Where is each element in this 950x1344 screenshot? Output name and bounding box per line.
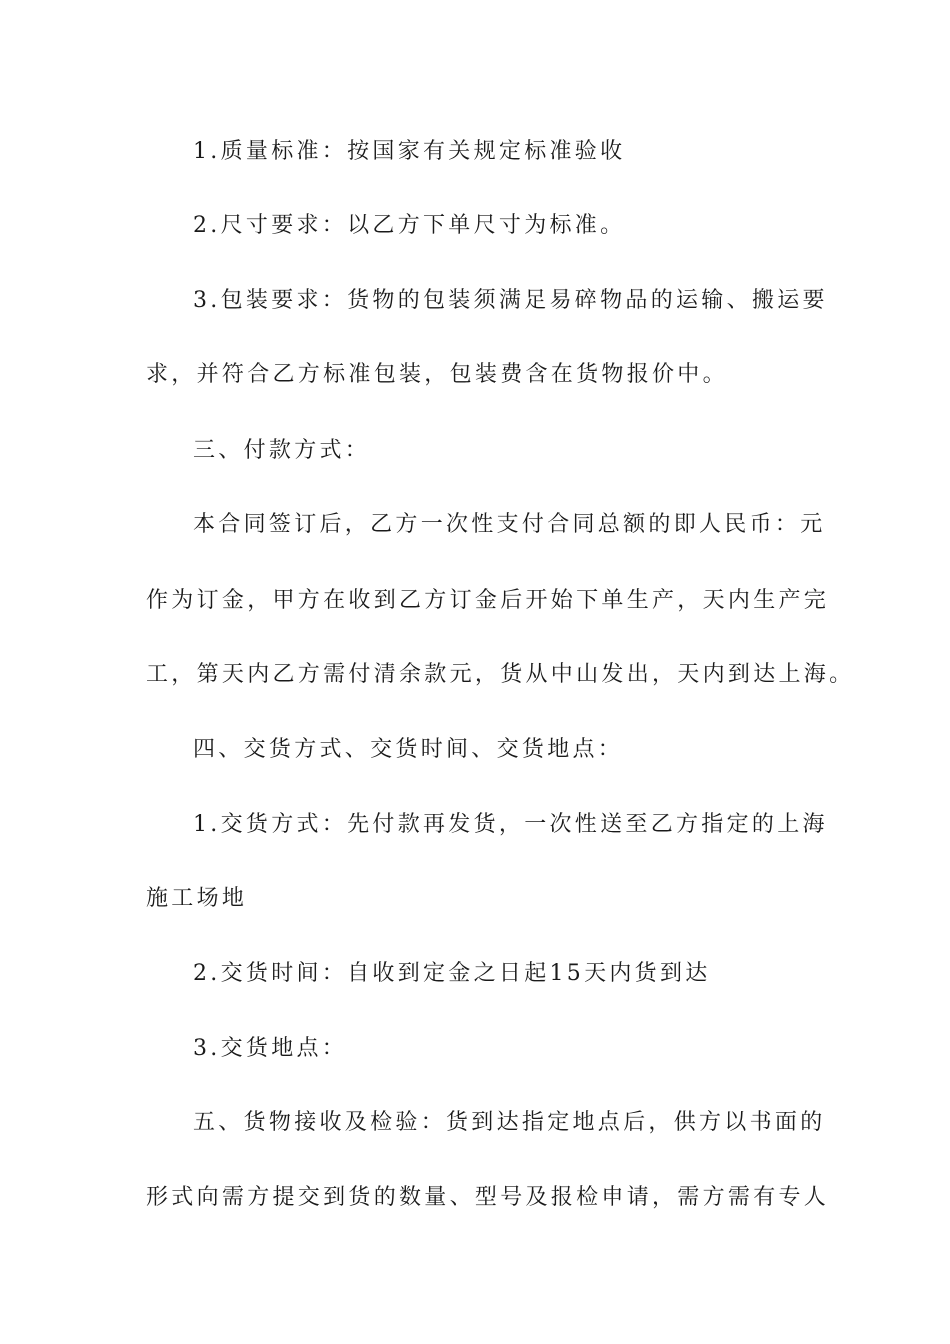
delivery-time-line: 2.交货时间：自收到定金之日起15天内货到达	[193, 961, 711, 986]
inspection-heading-line: 五、货物接收及检验：货到达指定地点后，供方以书面的	[193, 1110, 826, 1135]
delivery-method-line: 1.交货方式：先付款再发货，一次性送至乙方指定的上海	[193, 812, 828, 837]
payment-paragraph-line-2: 作为订金，甲方在收到乙方订金后开始下单生产，天内生产完	[146, 588, 830, 613]
quality-standard-line: 1.质量标准：按国家有关规定标准验收	[193, 139, 626, 164]
payment-method-heading: 三、付款方式：	[193, 438, 371, 463]
payment-paragraph-line-3: 工，第天内乙方需付清余款元，货从中山发出，天内到达上海。	[146, 662, 855, 687]
delivery-method-continuation: 施工场地	[146, 886, 248, 911]
delivery-heading: 四、交货方式、交货时间、交货地点：	[193, 737, 624, 762]
payment-paragraph-line-1: 本合同签订后，乙方一次性支付合同总额的即人民币：元	[193, 512, 826, 537]
size-requirement-line: 2.尺寸要求：以乙方下单尺寸为标准。	[193, 213, 626, 238]
inspection-paragraph-line-2: 形式向需方提交到货的数量、型号及报检申请，需方需有专人	[146, 1185, 830, 1210]
packaging-requirement-line: 3.包装要求：货物的包装须满足易碎物品的运输、搬运要	[193, 288, 828, 313]
delivery-location-line: 3.交货地点：	[193, 1036, 348, 1061]
packaging-requirement-continuation: 求，并符合乙方标准包装，包装费含在货物报价中。	[146, 362, 728, 387]
